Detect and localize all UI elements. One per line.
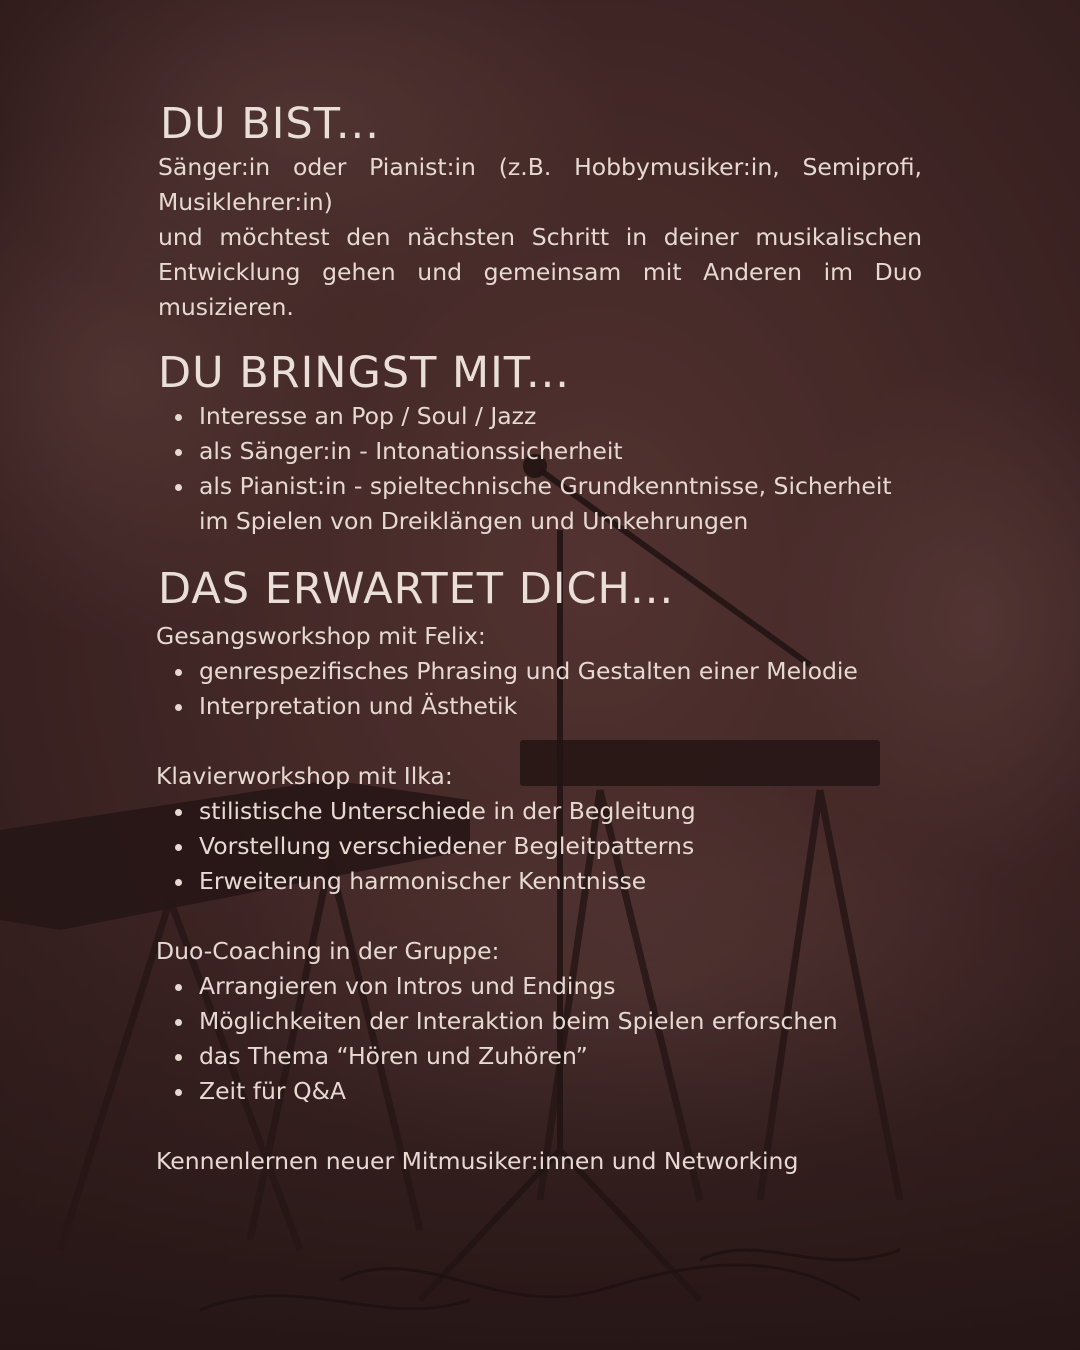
intro-line-role: Sänger:in oder Pianist:in (z.B. Hobbymusiker:in, Semiprofi, Musiklehrer:in): [158, 153, 922, 216]
duo-coaching-list: [158, 969, 922, 1109]
list-item: Erweiterung harmonischer Kenntnisse: [199, 864, 922, 899]
requirements-list: [158, 399, 922, 539]
list-item: das Thema “Hören und Zuhören”: [199, 1039, 922, 1074]
spacer: [158, 899, 922, 934]
heading-du-bist: DU BIST...: [160, 99, 380, 149]
content-column: [158, 98, 922, 1179]
intro-line-goal: und möchtest den nächsten Schritt in deiner musikalischen Entwicklung gehen und gemeinsam mit Anderen im Duo musizieren.: [158, 223, 922, 321]
list-item: Arrangieren von Intros und Endings: [199, 969, 922, 1004]
list-item: Möglichkeiten der Interaktion beim Spielen erforschen: [199, 1004, 922, 1039]
list-item: stilistische Unterschiede in der Begleitung: [199, 794, 922, 829]
list-item: als Sänger:in - Intonationssicherheit: [199, 434, 922, 469]
klavier-list: [158, 794, 922, 899]
list-item: genrespezifisches Phrasing und Gestalten einer Melodie: [199, 654, 922, 689]
group-label-klavier: Klavierworkshop mit Ilka:: [156, 762, 453, 790]
list-item: Interesse an Pop / Soul / Jazz: [199, 399, 922, 434]
closing-line: Kennenlernen neuer Mitmusiker:innen und Networking: [156, 1147, 799, 1175]
list-item: Interpretation und Ästhetik: [199, 689, 922, 724]
list-item: Vorstellung verschiedener Begleitpatterns: [199, 829, 922, 864]
heading-du-bringst-mit: DU BRINGST MIT...: [158, 348, 570, 398]
group-label-gesang: Gesangsworkshop mit Felix:: [156, 622, 486, 650]
spacer: [158, 724, 922, 759]
group-label-duo-coaching: Duo-Coaching in der Gruppe:: [156, 937, 500, 965]
list-item: als Pianist:in - spieltechnische Grundkenntnisse, Sicherheit im Spielen von Dreiklängen und Umkehrungen: [199, 469, 922, 539]
spacer: [158, 1109, 922, 1144]
list-item: Zeit für Q&A: [199, 1074, 922, 1109]
gesang-list: [158, 654, 922, 724]
heading-das-erwartet-dich: DAS ERWARTET DICH...: [158, 564, 675, 614]
